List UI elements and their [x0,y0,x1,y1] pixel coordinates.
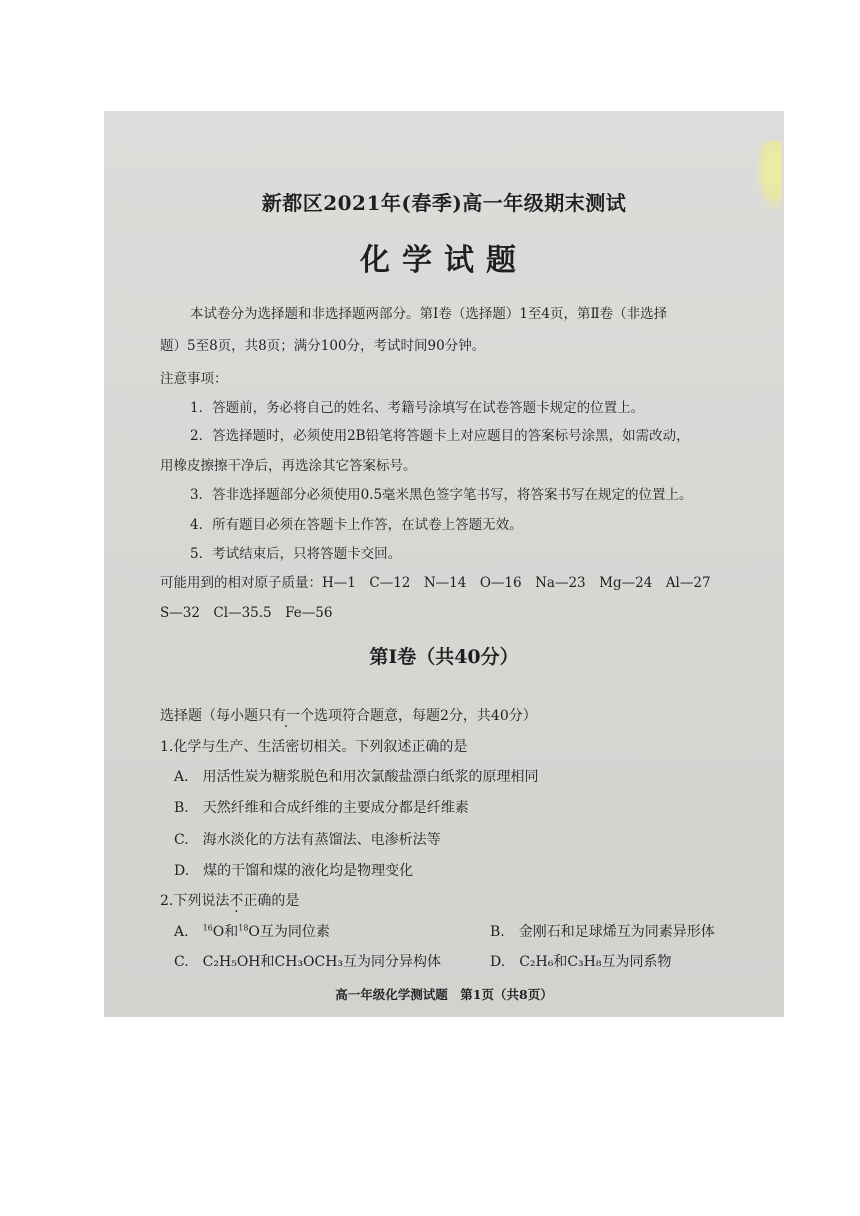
q2-stem-emphasis: 不 [229,893,244,909]
atomic-mass-line-1: 可能用到的相对原子质量：H—1 C—12 N—14 O—16 Na—23 Mg—24 Al—27 [160,575,711,591]
question-1-stem: 1.化学与生产、生活密切相关。下列叙述正确的是 [160,739,468,755]
exam-title: 新都区2021年(春季)高一年级期末测试 [261,191,627,215]
subject-title: 化学试题 [360,243,528,278]
q2-a-mass-18: 18 [238,923,249,933]
instruction-part-2: 选项符合题意，每题2分，共40分） [314,708,537,724]
section-instruction [160,705,537,725]
note-item-2: 2．答选择题时，必须使用2B铅笔将答题卡上对应题目的答案标号涂黑，如需改动， [190,428,690,444]
page-footer: 高一年级化学测试题 第1页（共8页） [335,987,553,1002]
q2-a-label: A. [174,924,203,940]
question-2-option-c [174,951,441,971]
note-item-5: 5．考试结束后，只将答题卡交回。 [190,546,402,562]
q2-d-text: C₂H₆和C₃H₈互为同系物 [519,954,672,970]
note-item-4: 4．所有题目必须在答题卡上作答，在试卷上答题无效。 [190,517,523,533]
note-item-1: 1．答题前，务必将自己的姓名、考籍号涂填写在试卷答题卡规定的位置上。 [190,400,645,416]
section-title: 第Ⅰ卷（共40分） [369,646,519,668]
q2-d-label: D. [490,954,520,970]
atomic-mass-line-2: S—32 Cl—35.5 Fe—56 [160,605,333,621]
question-1-option-d: D. 煤的干馏和煤的液化均是物理变化 [174,863,414,879]
q2-a-rest: O互为同位素 [248,924,330,940]
question-2-stem [160,890,299,910]
q2-a-mass-16: 16 [202,923,213,933]
question-2-option-d [490,951,671,971]
q2-stem-part-2: 正确的是 [243,893,300,909]
question-1-option-b: B. 天然纤维和合成纤维的主要成分都是纤维素 [174,800,469,816]
q2-stem-part-1: 2.下列说法 [160,893,230,909]
note-item-2-cont: 用橡皮擦擦干净后，再选涂其它答案标号。 [160,458,417,474]
q2-c-text: C₂H₅OH和CH₃OCH₃互为同分异构体 [202,954,442,970]
instruction-part-1: 选择题（每小题 [160,708,258,724]
intro-line-2: 题）5至8页，共8页；满分100分，考试时间90分钟。 [160,338,486,354]
notes-heading: 注意事项： [160,371,228,387]
instruction-emphasis: 只有一个 [258,708,314,724]
question-1-option-c: C. 海水淡化的方法有蒸馏法、电渗析法等 [174,832,441,848]
q2-a-o16: O和 [212,924,239,940]
question-1-option-a: A. 用活性炭为糖浆脱色和用次氯酸盐漂白纸浆的原理相同 [174,769,539,785]
q2-c-label: C. [174,954,203,970]
exam-page-photo [104,111,784,1017]
intro-line-1: 本试卷分为选择题和非选择题两部分。第Ⅰ卷（选择题）1至4页，第Ⅱ卷（非选择 [190,306,668,322]
question-2-option-a [174,921,330,941]
question-2-option-b: B. 金刚石和足球烯互为同素异形体 [490,924,715,940]
note-item-3: 3．答非选择题部分必须使用0.5毫米黑色签字笔书写，将答案书写在规定的位置上。 [190,487,693,503]
